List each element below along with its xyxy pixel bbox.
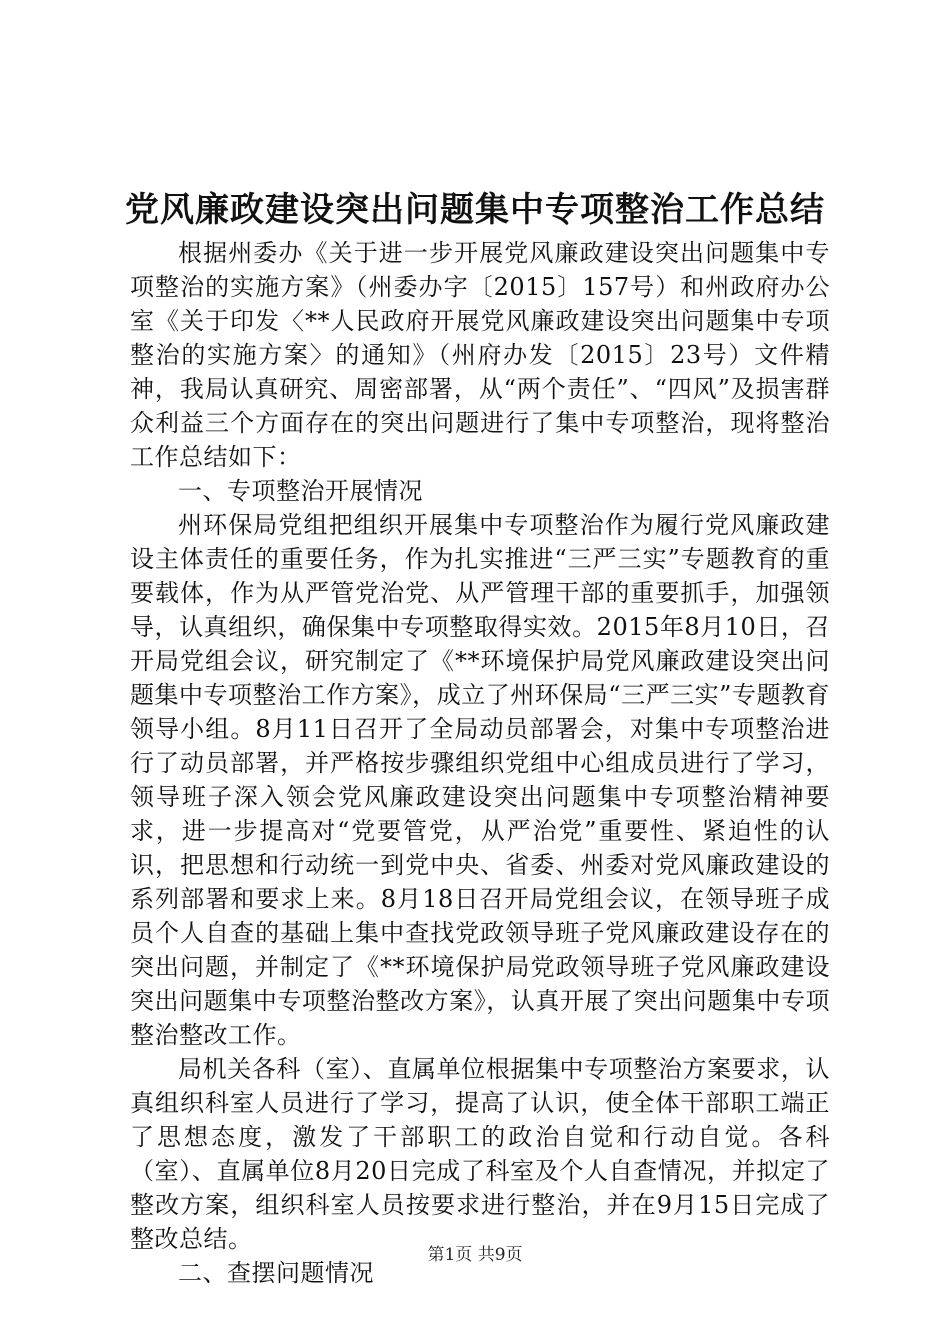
intro-paragraph: 根据州委办《关于进一步开展党风廉政建设突出问题集中专项整治的实施方案》（州委办字〔2015〕157号）和州政府办公室《关于印发〈**人民政府开展党风廉政建设突出问题集中专项整治的实施方案〉的通知》（州府办发〔2015〕23号）文件精神，我局认真研究、周密部署，从“两个责任”、“四风”及损害群众利益三个方面存在的突出问题进行了集中专项整治，现将整治工作总结如下： <box>130 239 830 471</box>
section-heading-1: 一、专项整治开展情况 <box>178 477 423 505</box>
section-heading-2: 二、查摆问题情况 <box>178 1259 374 1287</box>
document-body <box>130 236 830 1290</box>
document-title: 党风廉政建设突出问题集中专项整治工作总结 <box>125 190 825 230</box>
page-number-footer: 第1页 共9页 <box>427 1245 523 1265</box>
body-paragraph: 州环保局党组把组织开展集中专项整治作为履行党风廉政建设主体责任的重要任务，作为扎实推进“三严三实”专题教育的重要载体，作为从严管党治党、从严管理干部的重要抓手，加强领导，认真组织，确保集中专项整取得实效。2015年8月10日，召开局党组会议，研究制定了《**环境保护局党风廉政建设突出问题集中专项整治工作方案》，成立了州环保局“三严三实”专题教育领导小组。8月11日召开了全局动员部署会，对集中专项整治进行了动员部署，并严格按步骤组织党组中心组成员进行了学习，领导班子深入领会党风廉政建设突出问题集中专项整治精神要求，进一步提高对“党要管党，从严治党”重要性、紧迫性的认识，把思想和行动统一到党中央、省委、州委对党风廉政建设的系列部署和要求上来。8月18日召开局党组会议，在领导班子成员个人自查的基础上集中查找党政领导班子党风廉政建设存在的突出问题，并制定了《**环境保护局党政领导班子党风廉政建设突出问题集中专项整治整改方案》，认真开展了突出问题集中专项整治整改工作。 <box>130 511 830 1049</box>
body-paragraph: 局机关各科（室）、直属单位根据集中专项整治方案要求，认真组织科室人员进行了学习，提高了认识，使全体干部职工端正了思想态度，激发了干部职工的政治自觉和行动自觉。各科（室）、直属单位8月20日完成了科室及个人自查情况，并拟定了整改方案，组织科室人员按要求进行整治，并在9月15日完成了整改总结。 <box>130 1055 830 1253</box>
